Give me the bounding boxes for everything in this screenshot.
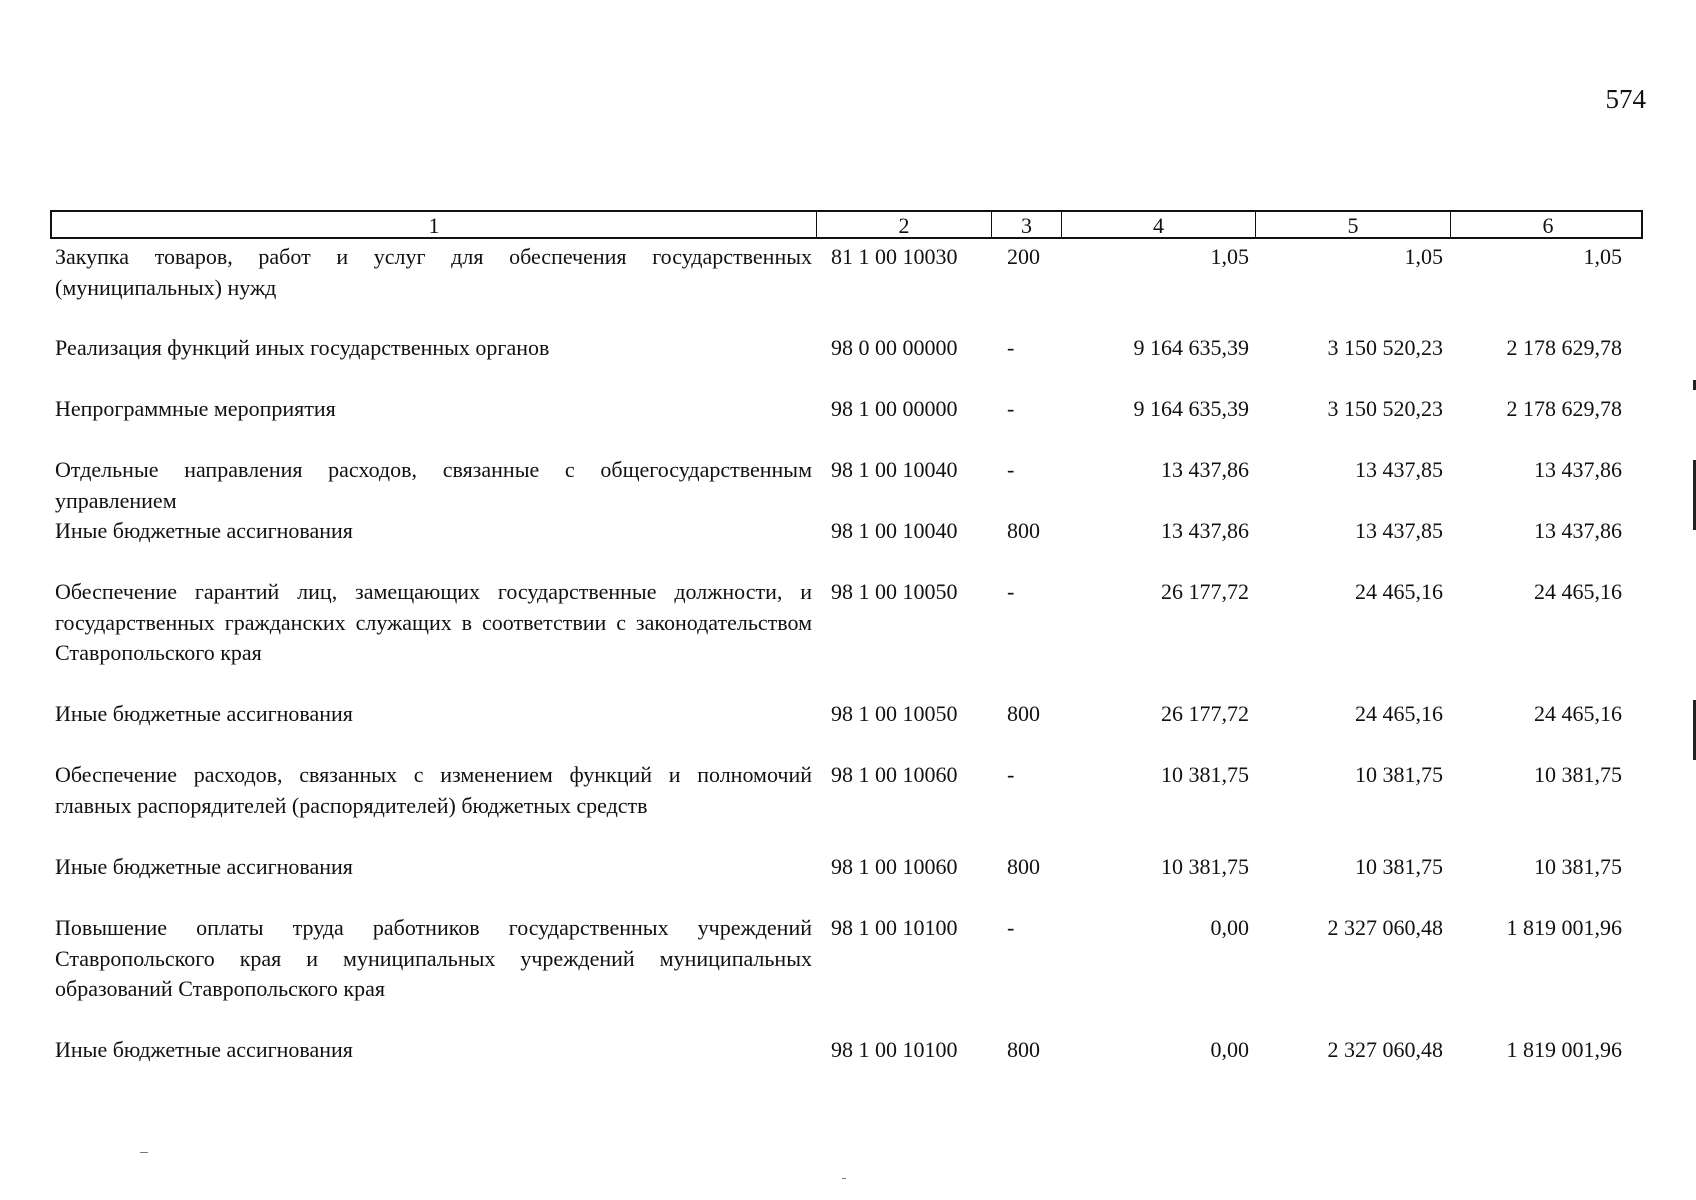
row-value-5: 13 437,85 [1355,518,1443,543]
row-code: 98 1 00 10040 [831,518,958,543]
row-name: Обеспечение гарантий лиц, замещающих государственные должности, и государственных гражданских служащих в соответствии с законодательством Ставропольского края [55,579,812,665]
table-row [50,242,1643,303]
row-value-4: 13 437,86 [1161,457,1249,482]
row-value-4: 10 381,75 [1161,854,1249,879]
row-value-4: 0,00 [1210,1037,1249,1062]
row-code: 98 1 00 10050 [831,701,958,726]
row-value-4: 1,05 [1210,244,1249,269]
row-value-4: 26 177,72 [1161,701,1249,726]
row-name: Иные бюджетные ассигнования [55,518,353,543]
row-type: 800 [1007,1037,1040,1062]
row-value-5: 10 381,75 [1355,762,1443,787]
row-value-6: 24 465,16 [1534,701,1622,726]
row-type: 800 [1007,701,1040,726]
table-row [50,913,1643,1005]
table-header [50,210,1643,239]
row-type: 800 [1007,854,1040,879]
row-value-4: 13 437,86 [1161,518,1249,543]
header-col-4: 4 [1061,212,1255,239]
table-row [50,577,1643,669]
row-value-6: 13 437,86 [1534,518,1622,543]
header-col-3: 3 [991,212,1061,239]
row-value-5: 3 150 520,23 [1327,396,1443,421]
row-name: Иные бюджетные ассигнования [55,854,353,879]
page-number: 574 [1605,84,1646,114]
row-value-5: 10 381,75 [1355,854,1443,879]
row-value-6: 10 381,75 [1534,854,1622,879]
row-value-6: 1 819 001,96 [1506,915,1622,940]
header-col-2: 2 [816,212,991,239]
row-value-5: 1,05 [1404,244,1443,269]
row-code: 98 1 00 10060 [831,854,958,879]
row-code: 81 1 00 10030 [831,244,958,269]
row-value-6: 2 178 629,78 [1506,396,1622,421]
row-type: - [1007,915,1015,940]
row-name: Иные бюджетные ассигнования [55,701,353,726]
row-value-4: 0,00 [1210,915,1249,940]
row-code: 98 1 00 10050 [831,579,958,604]
row-name: Реализация функций иных государственных органов [55,335,550,360]
row-name: Повышение оплаты труда работников государственных учреждений Ставропольского края и муниципальных учреждений муниципальных образований Ставропольского края [55,915,812,1001]
row-value-5: 24 465,16 [1355,579,1443,604]
row-value-4: 9 164 635,39 [1133,396,1249,421]
row-type: - [1007,396,1015,421]
row-value-6: 1 819 001,96 [1506,1037,1622,1062]
row-code: 98 1 00 10100 [831,915,958,940]
row-value-6: 2 178 629,78 [1506,335,1622,360]
scan-speck [140,1152,148,1153]
table-row [50,455,1643,516]
table-row [50,394,1643,425]
row-type: 800 [1007,518,1040,543]
table-row [50,333,1643,364]
row-value-5: 13 437,85 [1355,457,1443,482]
header-col-1: 1 [428,213,440,238]
row-value-4: 26 177,72 [1161,579,1249,604]
table-row [50,760,1643,821]
table-row [50,852,1643,883]
table-row [50,516,1643,547]
header-col-5: 5 [1255,212,1450,239]
row-value-4: 9 164 635,39 [1133,335,1249,360]
row-code: 98 0 00 00000 [831,335,958,360]
row-value-5: 2 327 060,48 [1327,1037,1443,1062]
scan-speck [842,1178,846,1179]
row-code: 98 1 00 00000 [831,396,958,421]
row-code: 98 1 00 10040 [831,457,958,482]
row-name: Закупка товаров, работ и услуг для обеспечения государственных (муниципальных) нужд [55,244,812,300]
row-type: 200 [1007,244,1040,269]
row-value-6: 10 381,75 [1534,762,1622,787]
row-type: - [1007,762,1015,787]
row-name: Отдельные направления расходов, связанные с общегосударственным управлением [55,457,812,513]
row-type: - [1007,457,1015,482]
row-type: - [1007,579,1015,604]
row-code: 98 1 00 10100 [831,1037,958,1062]
row-value-6: 1,05 [1583,244,1622,269]
table-row [50,1035,1643,1066]
row-value-5: 3 150 520,23 [1327,335,1443,360]
header-col-6: 6 [1450,212,1645,239]
row-value-6: 24 465,16 [1534,579,1622,604]
row-name: Обеспечение расходов, связанных с изменением функций и полномочий главных распорядителей (распорядителей) бюджетных средств [55,762,812,818]
row-name: Непрограммные мероприятия [55,396,336,421]
row-code: 98 1 00 10060 [831,762,958,787]
row-value-4: 10 381,75 [1161,762,1249,787]
row-type: - [1007,335,1015,360]
row-value-5: 2 327 060,48 [1327,915,1443,940]
row-value-6: 13 437,86 [1534,457,1622,482]
row-name: Иные бюджетные ассигнования [55,1037,353,1062]
table-row [50,699,1643,730]
budget-table [50,210,1643,1062]
row-value-5: 24 465,16 [1355,701,1443,726]
